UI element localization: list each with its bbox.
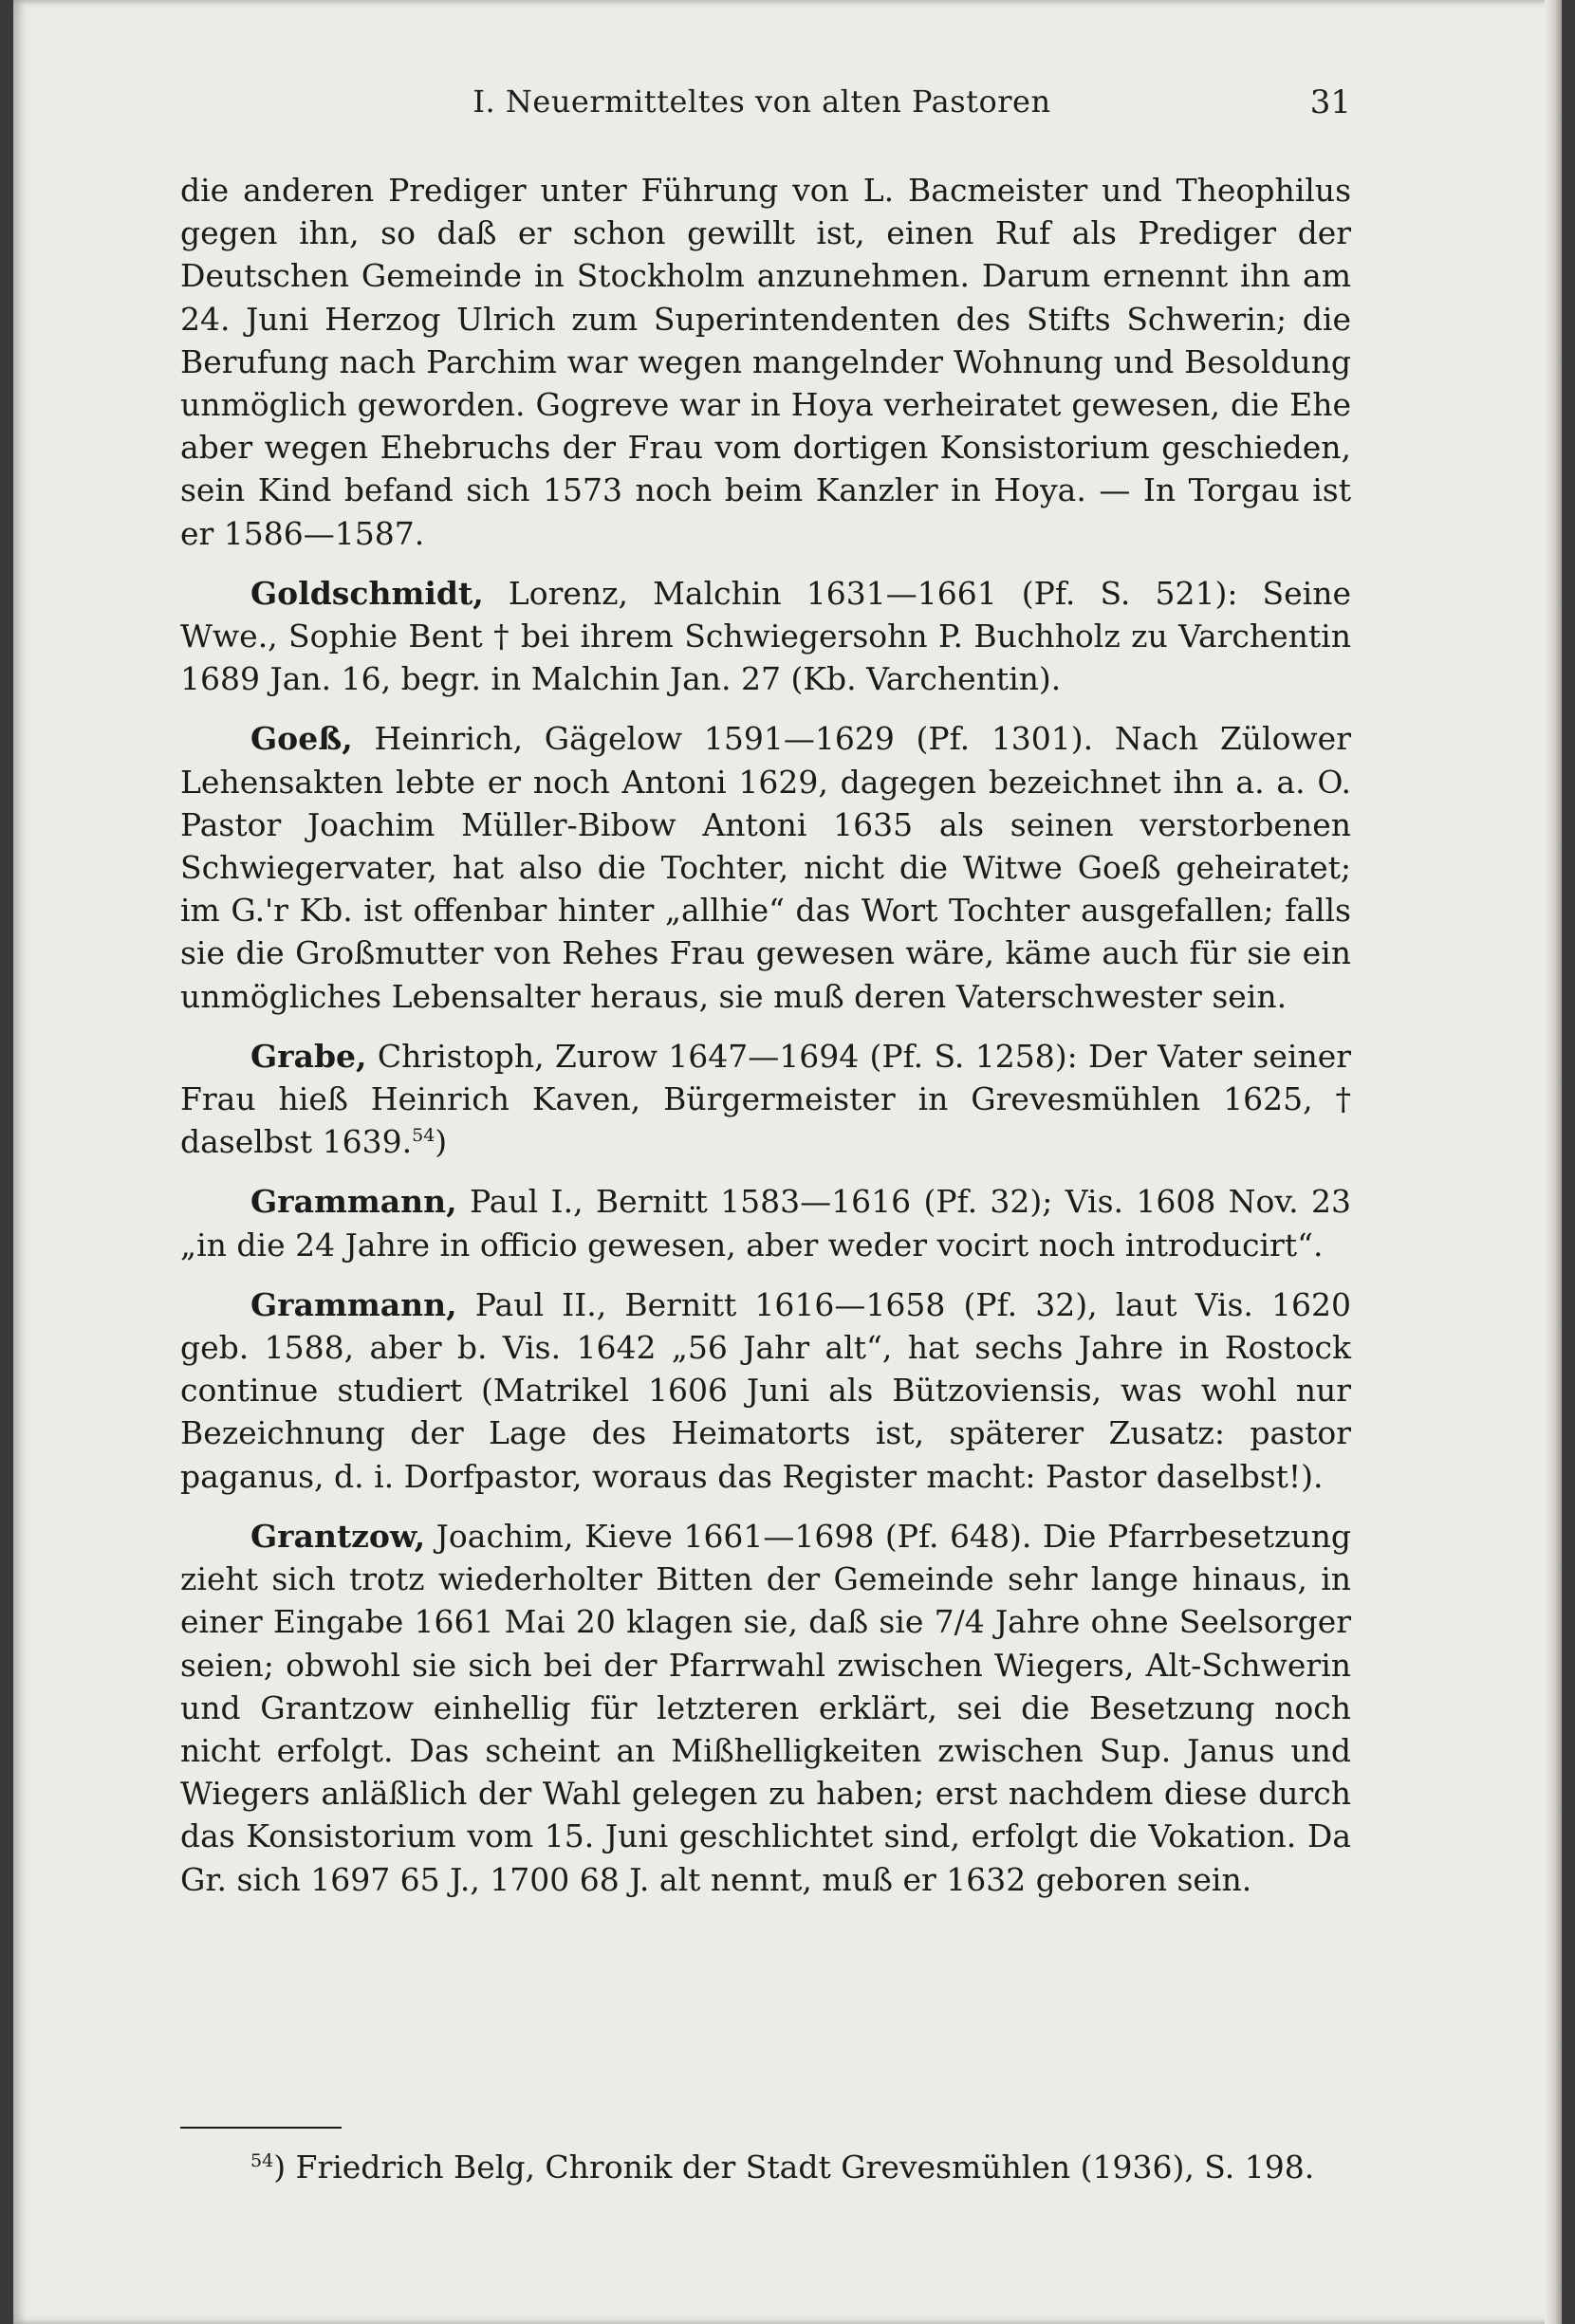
entry-name: Goeß,: [250, 720, 353, 758]
entry-grantzow: [180, 1515, 1351, 1901]
footnote: [180, 2146, 1351, 2188]
entry-text: Lorenz, Malchin 1631—1661 (Pf. S. 521): Seine Wwe., Sophie Bent † bei ihrem Schwiegersohn P. Buchholz zu Varchentin 1689 Jan. 16, begr. in Malchin Jan. 27 (Kb. Varchentin).: [180, 574, 1351, 698]
entry-text-closing: ): [435, 1123, 448, 1161]
footnote-text: ) Friedrich Belg, Chronik der Stadt Grevesmühlen (1936), S. 198.: [273, 2149, 1315, 2186]
entry-goess: [180, 717, 1351, 1017]
body-text: [180, 169, 1351, 1901]
entry-goldschmidt: [180, 572, 1351, 701]
book-spine-shadow: [1545, 0, 1562, 2324]
entry-grammann-2: [180, 1283, 1351, 1498]
entry-text: Heinrich, Gägelow 1591—1629 (Pf. 1301). Nach Zülower Lehensakten lebte er noch Antoni 1629, dagegen bezeichnet ihn a. a. O. Pastor Joachim Müller-Bibow Antoni 1635 als seinen verstorbenen Schwiegervater, hat also die Tochter, nicht die Witwe Goeß geheiratet; im G.'r Kb. ist offenbar hinter „allhie“ das Wort Tochter ausgefallen; falls sie die Großmutter von Rehes Frau gewesen wäre, käme auch für sie ein unmögliches Lebensalter heraus, sie muß deren Vaterschwester sein.: [180, 720, 1351, 1015]
footnote-mark: 54: [250, 2150, 274, 2171]
entry-name: Goldschmidt,: [250, 574, 484, 612]
entry-text: Paul II., Bernitt 1616—1658 (Pf. 32), laut Vis. 1620 geb. 1588, aber b. Vis. 1642 „56 Jahr alt“, hat sechs Jahre in Rostock continue studiert (Matrikel 1606 Juni als Bützoviensis, was wohl nur Bezeichnung der Lage des Heimatorts ist, späterer Zusatz: pastor paganus, d. i. Dorfpastor, woraus das Register macht: Pastor daselbst!).: [180, 1285, 1351, 1495]
footnote-reference[interactable]: 54: [412, 1125, 435, 1147]
entry-grammann-1: [180, 1180, 1351, 1265]
entry-name: Grantzow,: [250, 1517, 426, 1555]
page: [13, 0, 1562, 2324]
entry-name: Grammann,: [250, 1183, 457, 1221]
footnote-divider: [180, 2127, 342, 2129]
entry-text: Christoph, Zurow 1647—1694 (Pf. S. 1258): Der Vater seiner Frau hieß Heinrich Kaven, Bürgermeister in Grevesmühlen 1625, † daselbst 1639.: [180, 1037, 1351, 1161]
entry-text: Paul I., Bernitt 1583—1616 (Pf. 32); Vis. 1608 Nov. 23 „in die 24 Jahre in officio gewesen, aber weder vocirt noch introducirt“.: [180, 1183, 1351, 1263]
paragraph-text: die anderen Prediger unter Führung von L. Bacmeister und Theophilus gegen ihn, so daß er schon gewillt ist, einen Ruf als Prediger der Deutschen Gemeinde in Stockholm anzunehmen. Darum ernennt ihn am 24. Juni Herzog Ulrich zum Superintendenten des Stifts Schwerin; die Berufung nach Parchim war wegen mangelnder Wohnung und Besoldung unmöglich geworden. Gogreve war in Hoya verheiratet gewesen, die Ehe aber wegen Ehebruchs der Frau vom dortigen Konsistorium geschieden, sein Kind befand sich 1573 noch beim Kanzler in Hoya. — In Torgau ist er 1586—1587.: [180, 172, 1351, 552]
page-number: 31: [1309, 83, 1351, 121]
entry-name: Grammann,: [250, 1285, 457, 1323]
paragraph-continuation: [180, 169, 1351, 555]
entry-grabe: [180, 1035, 1351, 1164]
entry-text: Joachim, Kieve 1661—1698 (Pf. 648). Die Pfarrbesetzung zieht sich trotz wiederholter Bitten der Gemeinde sehr lange hinaus, in einer Eingabe 1661 Mai 20 klagen sie, daß sie 7/4 Jahre ohne Seelsorger seien; obwohl sie sich bei der Pfarrwahl zwischen Wiegers, Alt-Schwerin und Grantzow einhellig für letzteren erklärt, sei die Besetzung noch nicht erfolgt. Das scheint an Mißhelligkeiten zwischen Sup. Janus und Wiegers anläßlich der Wahl gelegen zu haben; erst nachdem diese durch das Konsistorium vom 15. Juni geschlichtet sind, erfolgt die Vokation. Da Gr. sich 1697 65 J., 1700 68 J. alt nennt, muß er 1632 geboren sein.: [180, 1517, 1351, 1898]
running-head: [173, 83, 1351, 131]
entry-name: Grabe,: [250, 1037, 367, 1075]
running-head-title: I. Neuermitteltes von alten Pastoren: [472, 83, 1051, 120]
